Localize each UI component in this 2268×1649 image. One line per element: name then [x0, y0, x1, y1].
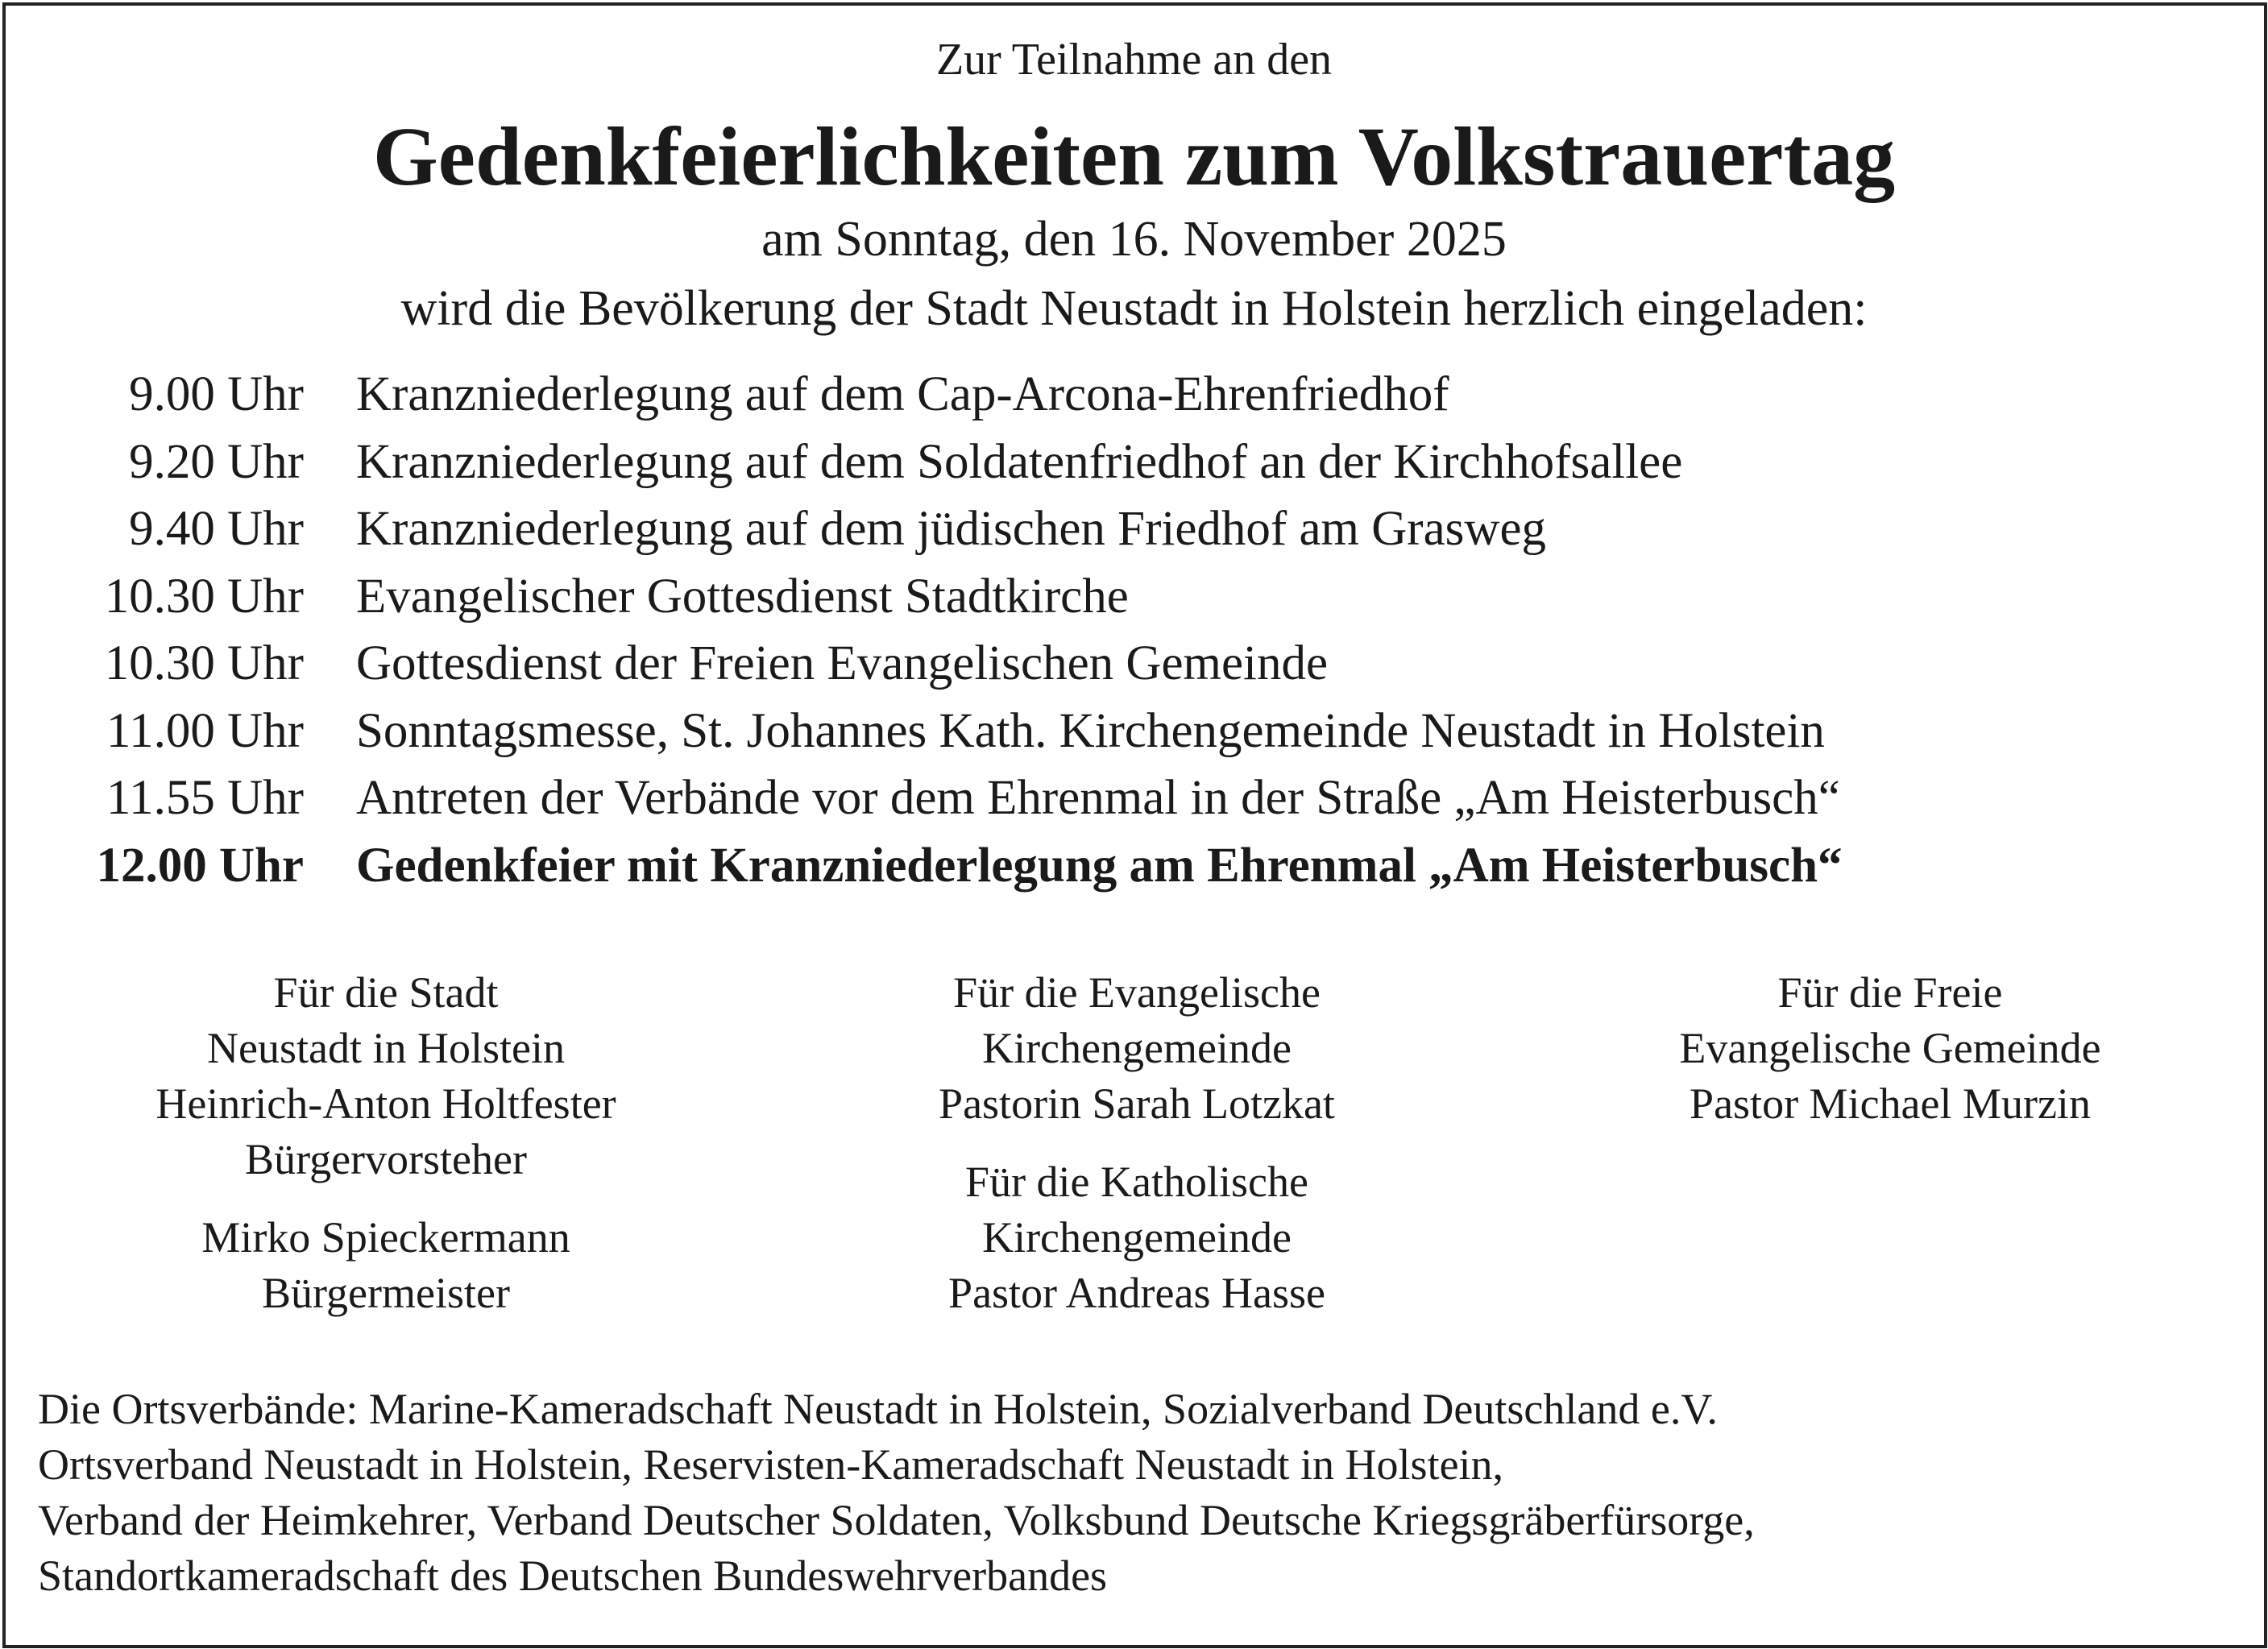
signature-name: Pastorin Sarah Lotzkat: [939, 1079, 1335, 1128]
schedule-time: 11.55 Uhr: [106, 771, 304, 825]
schedule-time: 9.40 Uhr: [129, 502, 304, 556]
page-title: Gedenkfeierlichkeiten zum Volkstrauertag: [372, 110, 1896, 203]
schedule-time: 10.30 Uhr: [104, 569, 304, 624]
footer-line: Ortsverband Neustadt in Holstein, Reservisten-Kameradschaft Neustadt in Holstein,: [38, 1440, 1504, 1489]
schedule-event: Sonntagsmesse, St. Johannes Kath. Kirchengemeinde Neustadt in Holstein: [356, 703, 1825, 758]
signature-name: Pastor Michael Murzin: [1690, 1079, 2091, 1128]
schedule-row-main-event: [0, 838, 2268, 905]
signature-line: Für die Katholische: [965, 1158, 1308, 1206]
signature-churches: [774, 965, 1499, 1321]
signature-role: Bürgervorsteher: [245, 1135, 527, 1183]
schedule-row: [0, 770, 2268, 838]
signature-name: Mirko Spieckermann: [201, 1213, 570, 1262]
schedule-time: 12.00 Uhr: [96, 838, 304, 893]
invitation-line: wird die Bevölkerung der Stadt Neustadt in Holstein herzlich eingeladen:: [400, 281, 1868, 336]
signature-line: Kirchengemeinde: [982, 1213, 1292, 1262]
schedule-row: [0, 434, 2268, 502]
schedule-event: Kranzniederlegung auf dem Cap-Arcona-Ehrenfriedhof: [356, 367, 1449, 421]
signature-line: Für die Stadt: [273, 968, 499, 1017]
schedule-event: Gottesdienst der Freien Evangelischen Gemeinde: [356, 636, 1329, 690]
schedule-event: Kranzniederlegung auf dem Soldatenfriedhof an der Kirchhofsallee: [356, 434, 1683, 489]
schedule-event: Evangelischer Gottesdienst Stadtkirche: [356, 569, 1129, 624]
schedule-time: 9.20 Uhr: [129, 434, 304, 489]
schedule-row: [0, 703, 2268, 771]
signature-free-church: [1528, 965, 2253, 1132]
schedule-row: [0, 636, 2268, 703]
schedule-time: 10.30 Uhr: [104, 636, 304, 690]
schedule-list: [0, 367, 2268, 905]
associations-footer: [38, 1382, 1755, 1604]
signature-line: Evangelische Gemeinde: [1679, 1024, 2101, 1072]
signature-name: Heinrich-Anton Holtfester: [155, 1079, 616, 1128]
event-date: am Sonntag, den 16. November 2025: [761, 212, 1507, 267]
schedule-time: 9.00 Uhr: [129, 367, 304, 421]
signature-city: [23, 965, 748, 1321]
schedule-event: Gedenkfeier mit Kranzniederlegung am Ehrenmal „Am Heisterbusch“: [356, 838, 1843, 893]
schedule-row: [0, 367, 2268, 434]
schedule-event: Kranzniederlegung auf dem jüdischen Friedhof am Grasweg: [356, 502, 1547, 556]
signature-line: Neustadt in Holstein: [207, 1024, 565, 1072]
intro-line: Zur Teilnahme an den: [935, 35, 1333, 85]
signature-line: Für die Freie: [1777, 968, 2003, 1017]
schedule-event: Antreten der Verbände vor dem Ehrenmal in der Straße „Am Heisterbusch“: [356, 771, 1840, 825]
footer-line: Verband der Heimkehrer, Verband Deutscher Soldaten, Volksbund Deutsche Kriegsgräberfürsorge,: [38, 1496, 1755, 1544]
footer-line: Die Ortsverbände: Marine-Kameradschaft Neustadt in Holstein, Sozialverband Deutschland e.V.: [38, 1385, 1718, 1433]
signature-role: Bürgermeister: [262, 1269, 510, 1317]
footer-line: Standortkameradschaft des Deutschen Bundeswehrverbandes: [38, 1552, 1108, 1600]
signature-name: Pastor Andreas Hasse: [948, 1269, 1325, 1317]
signature-line: Kirchengemeinde: [982, 1024, 1292, 1072]
schedule-row: [0, 501, 2268, 569]
signature-line: Für die Evangelische: [953, 968, 1321, 1017]
schedule-row: [0, 569, 2268, 636]
schedule-time: 11.00 Uhr: [106, 703, 304, 758]
